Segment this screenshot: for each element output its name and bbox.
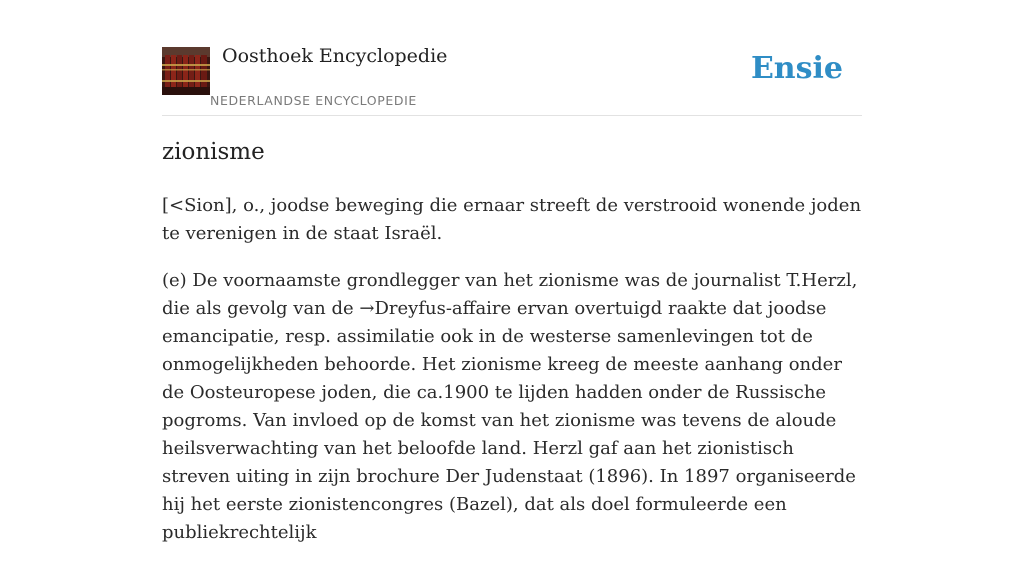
entry-text-before-link: (e) De voornaamste grondlegger van het zionisme was de journalist T.Herzl, die als gevolg van de — [162, 270, 858, 319]
page — [162, 0, 862, 543]
encyclopedia-books-icon[interactable] — [162, 47, 210, 95]
entry-text-after-link: ervan overtuigd raakte dat joodse emancipatie, resp. assimilatie ook in de westerse samenlevingen tot de onmogelijkheden behoorde. Het zionisme kreeg de meeste aanhang onder de Oosteuropese joden, die ca.1900 te lijden hadden onder de Russische pogroms. Van invloed op de komst van het zionisme was tevens de aloude heilsverwachting van het beloofde land. Herzl gaf aan het zionistisch streven uiting in zijn brochure Der Judenstaat (1896). In 1897 organiseerde hij het eerste zionistencongres (Bazel), dat als doel formuleerde een publiekrechtelijk — [162, 298, 856, 543]
site-title[interactable]: Oosthoek Encyclopedie — [222, 45, 448, 67]
entry-body — [162, 192, 862, 566]
site-subtitle: NEDERLANDSE ENCYCLOPEDIE — [210, 93, 417, 108]
entry-paragraph — [162, 267, 862, 547]
entry-intro: [<Sion], o., joodse beweging die ernaar streeft de verstrooid wonende joden te verenigen in de staat Israël. — [162, 195, 862, 244]
entry-title: zionisme — [162, 139, 265, 165]
dreyfus-affaire-link[interactable]: →Dreyfus-affaire — [359, 298, 512, 319]
site-header — [162, 0, 862, 116]
brand-logo[interactable]: Ensie — [750, 51, 843, 86]
